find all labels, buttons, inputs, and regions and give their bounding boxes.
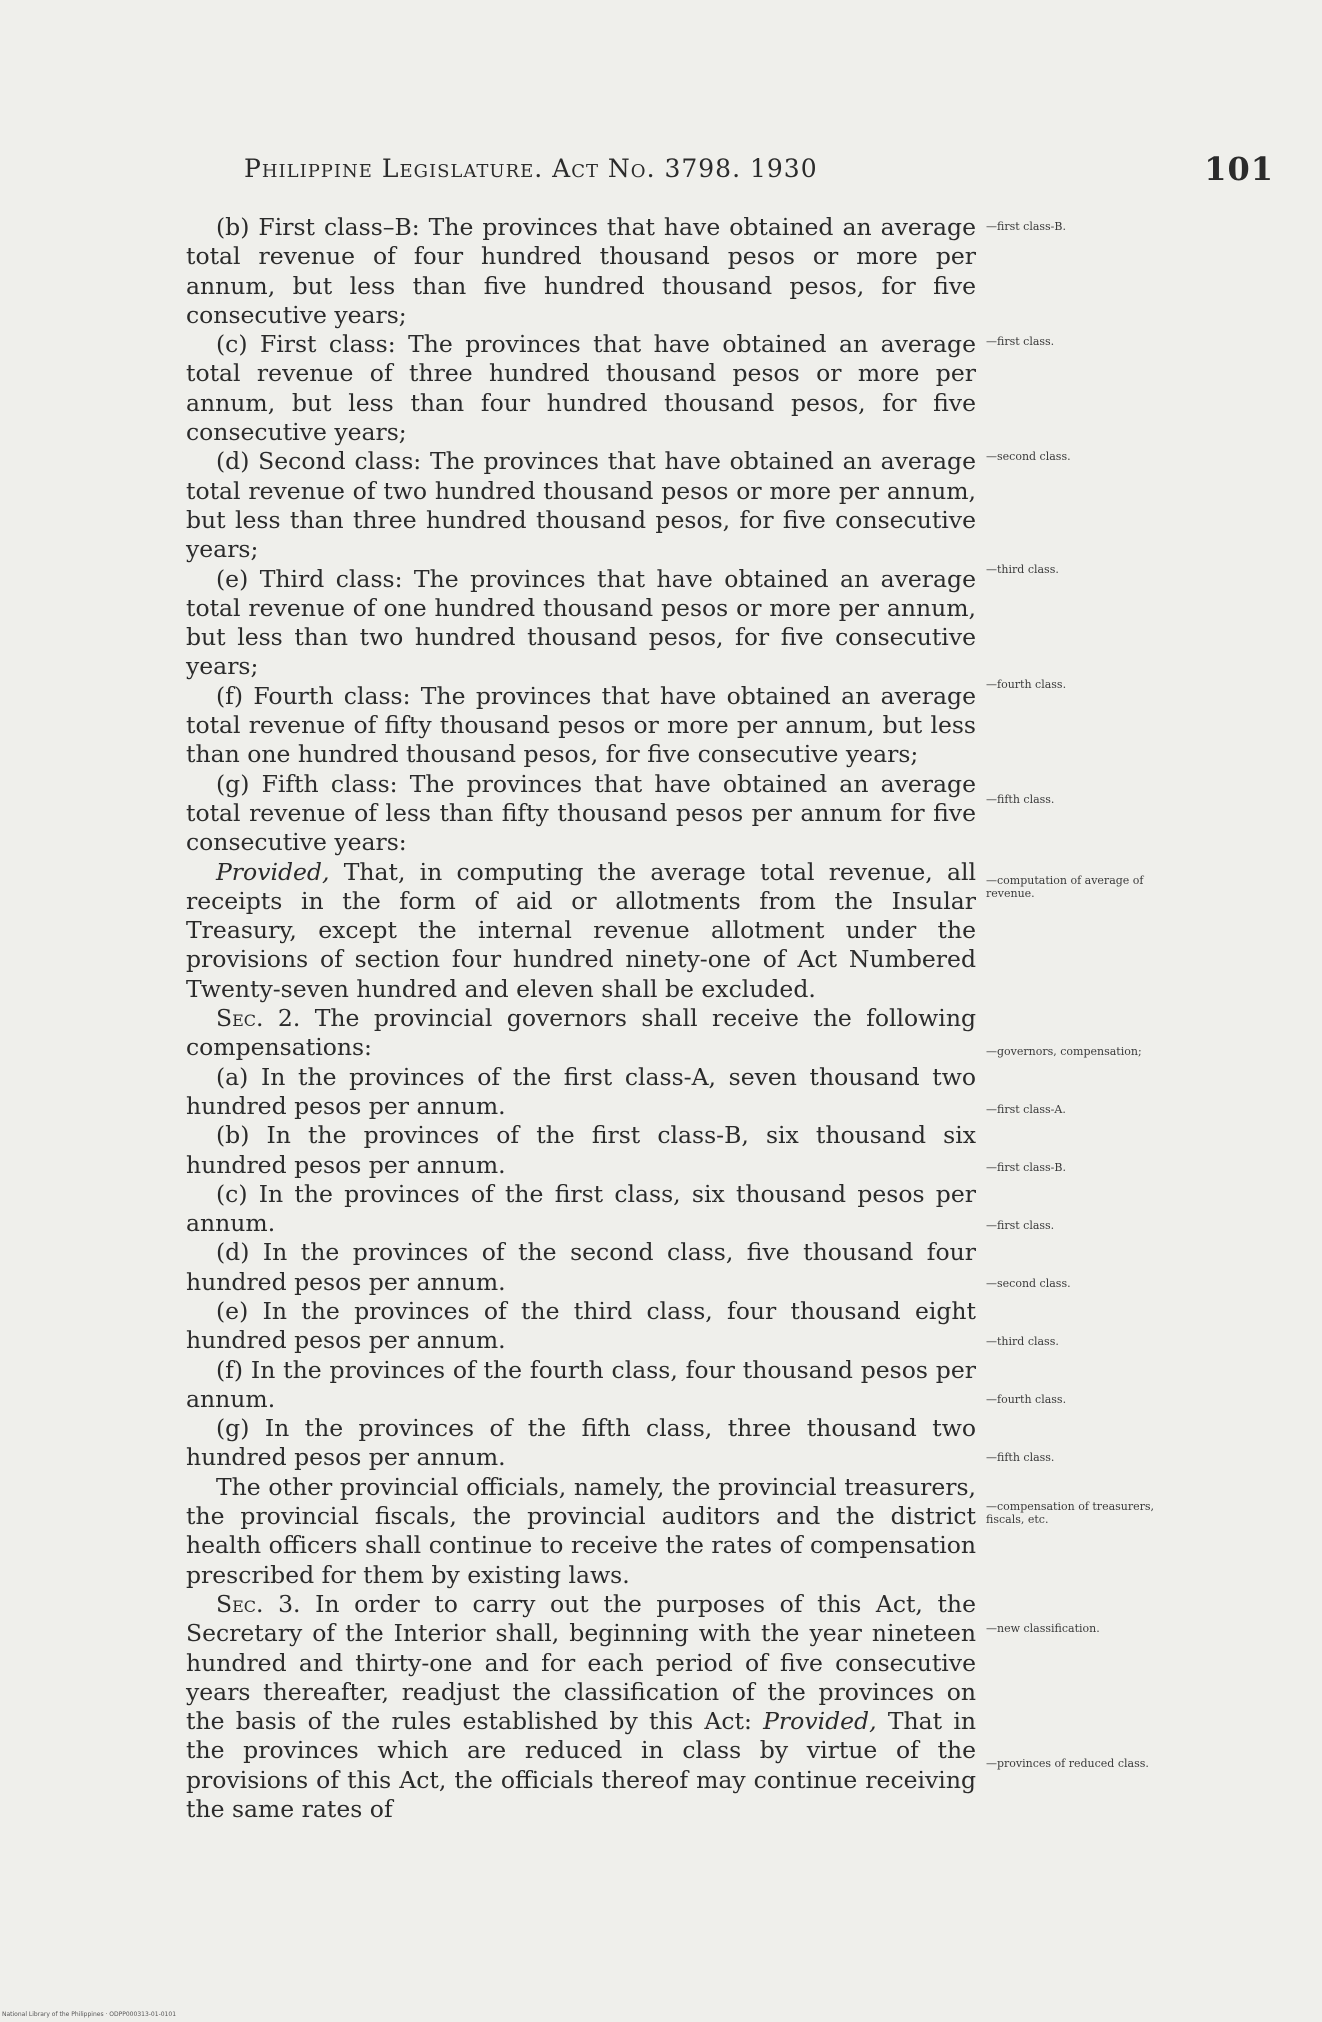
margin-note: —first class-A.: [986, 1103, 1066, 1116]
margin-note: —first class-B.: [986, 1161, 1066, 1174]
paragraph-2a: (a) In the provinces of the first class-A, seven thousand two hundred pesos per annum.: [186, 1062, 976, 1120]
margin-note: —third class.: [986, 563, 1059, 576]
margin-note: —provinces of reduced class.: [986, 1757, 1149, 1770]
margin-note: —third class.: [986, 1335, 1059, 1348]
paragraph-sec3: Sec. 3. In order to carry out the purposes of this Act, the Secretary of the Interior shall, beginning with the year nineteen hundred and thirty-one and for each period of five consecutive years thereafter, readjust the classification of the provinces on the basis of the rules established by this Act: Provided, That in the provinces which are reduced in class by virtue of the provisions of this Act, the officials thereof may continue receiving the same rates of: [186, 1589, 976, 1824]
margin-note: —second class.: [986, 1277, 1071, 1290]
margin-note: —first class-B.: [986, 220, 1066, 233]
margin-note: —new classification.: [986, 1622, 1100, 1635]
margin-note: —fifth class.: [986, 793, 1055, 806]
paragraph-2e: (e) In the provinces of the third class, four thousand eight hundred pesos per annum.: [186, 1296, 976, 1355]
running-title: Philippine Legislature. Act No. 3798. 1930: [244, 154, 818, 183]
paragraph-2f: (f) In the provinces of the fourth class, four thousand pesos per annum.: [186, 1355, 976, 1413]
margin-note: —first class.: [986, 1219, 1055, 1232]
margin-note: —governors, compensation;: [986, 1045, 1142, 1058]
paragraph-1g: (g) Fifth class: The provinces that have obtained an average total revenue of less than fifty thousand pesos per annum for five consecutive years:: [186, 769, 976, 857]
margin-note: —second class.: [986, 450, 1071, 463]
paragraph-proviso: Provided, That, in computing the average total revenue, all receipts in the form of aid or allotments from the Insular Treasury, except the internal revenue allotment under the provisions of section four hundred ninety-one of Act Numbered Twenty-seven hundred and eleven shall be excluded.: [186, 857, 976, 1003]
margin-note: —first class.: [986, 335, 1055, 348]
page-number: 101: [1204, 150, 1274, 188]
margin-note: —fifth class.: [986, 1451, 1055, 1464]
margin-note: —fourth class.: [986, 678, 1067, 691]
body-text: [186, 213, 976, 1824]
paragraph-1d: (d) Second class: The provinces that have obtained an average total revenue of two hundred thousand pesos or more per annum, but less than three hundred thousand pesos, for five consecutive years;: [186, 447, 976, 564]
paragraph-2d: (d) In the provinces of the second class, five thousand four hundred pesos per annum.: [186, 1238, 976, 1296]
paragraph-1e: (e) Third class: The provinces that have obtained an average total revenue of one hundred thousand pesos or more per annum, but less than two hundred thousand pesos, for five consecutive years;: [186, 564, 976, 681]
margin-note: —compensation of treasurers, fiscals, etc.: [986, 1500, 1155, 1526]
paragraph-sec2: Sec. 2. The provincial governors shall receive the following compensations:: [186, 1004, 976, 1062]
margin-note: —fourth class.: [986, 1393, 1067, 1406]
paragraph-2b: (b) In the provinces of the first class-B, six thousand six hundred pesos per annum.: [186, 1121, 976, 1179]
paragraph-other-officials: The other provincial officials, namely, the provincial treasurers, the provincial fiscals, the provincial auditors and the district health officers shall continue to receive the rates of compensation prescribed for them by existing laws.: [186, 1472, 976, 1589]
paragraph-1c: (c) First class: The provinces that have obtained an average total revenue of three hundred thousand pesos or more per annum, but less than four hundred thousand pesos, for five consecutive years;: [186, 330, 976, 447]
paragraph-2c: (c) In the provinces of the first class, six thousand pesos per annum.: [186, 1179, 976, 1238]
margin-note: —computation of average of revenue.: [986, 874, 1144, 900]
scan-credit: National Library of the Philippines · ODPP000313-01-0101: [2, 2011, 177, 2018]
paragraph-1b: (b) First class–B: The provinces that have obtained an average total revenue of four hundred thousand pesos or more per annum, but less than five hundred thousand pesos, for five consecutive years;: [186, 213, 976, 329]
page-header: [244, 150, 1294, 188]
paragraph-1f: (f) Fourth class: The provinces that have obtained an average total revenue of fifty thousand pesos or more per annum, but less than one hundred thousand pesos, for five consecutive years;: [186, 681, 976, 769]
paragraph-2g: (g) In the provinces of the fifth class, three thousand two hundred pesos per annum.: [186, 1414, 976, 1472]
